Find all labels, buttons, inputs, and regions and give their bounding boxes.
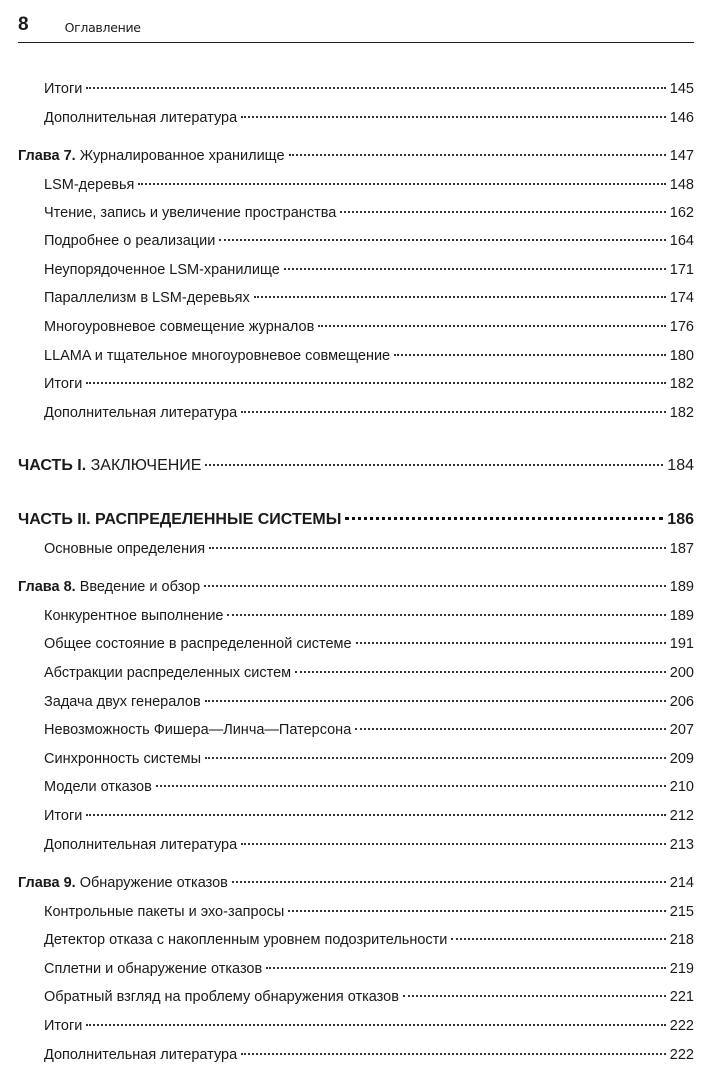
toc-entry-page: 207 bbox=[669, 722, 694, 738]
toc-entry-text: ЗАКЛЮЧЕНИЕ bbox=[86, 457, 202, 474]
dot-leader bbox=[394, 353, 666, 356]
toc-entry bbox=[18, 661, 694, 685]
dot-leader bbox=[241, 842, 666, 845]
toc-entry bbox=[18, 604, 694, 628]
toc-entry-title bbox=[44, 833, 237, 857]
toc-entry-text: Многоуровневое совмещение журналов bbox=[44, 319, 315, 335]
toc-entry-title bbox=[44, 928, 447, 952]
toc-entry-title bbox=[44, 1014, 82, 1038]
dot-leader bbox=[451, 937, 665, 940]
dot-leader bbox=[86, 86, 665, 89]
toc-entry-title bbox=[18, 454, 201, 478]
toc-entry-page: 222 bbox=[669, 1047, 694, 1063]
dot-leader bbox=[86, 813, 665, 816]
toc-entry-prefix: Глава 8. bbox=[18, 579, 76, 595]
toc-entry-page: 189 bbox=[669, 579, 694, 595]
toc-entry-text: Модели отказов bbox=[44, 779, 152, 795]
toc-entry bbox=[18, 833, 694, 857]
toc-entry-text: Обратный взгляд на проблему обнаружения отказов bbox=[44, 989, 399, 1005]
toc-entry-title bbox=[44, 661, 291, 685]
toc-entry-text: Дополнительная литература bbox=[44, 1047, 238, 1063]
toc-entry bbox=[18, 258, 694, 282]
toc-entry-text: Дополнительная литература bbox=[44, 110, 238, 126]
toc-entry-text: Итоги bbox=[44, 376, 83, 392]
toc-entry-text: Дополнительная литература bbox=[44, 837, 238, 853]
toc-entry bbox=[18, 575, 694, 599]
toc-entry-title bbox=[44, 747, 201, 771]
toc-entry-text: Обнаружение отказов bbox=[75, 875, 228, 891]
toc-entry-page: 210 bbox=[669, 779, 694, 795]
dot-leader bbox=[86, 381, 665, 384]
toc-entry-page: 222 bbox=[669, 1018, 694, 1034]
toc-entry bbox=[18, 173, 694, 197]
dot-leader bbox=[284, 267, 666, 270]
toc-entry-text: Контрольные пакеты и эхо-запросы bbox=[44, 904, 285, 920]
toc-entry-text: Детектор отказа с накопленным уровнем подозрительности bbox=[44, 932, 448, 948]
dot-leader bbox=[241, 410, 666, 413]
toc-entry bbox=[18, 747, 694, 771]
dot-leader bbox=[205, 699, 666, 702]
page-header bbox=[18, 10, 694, 43]
toc-entry-title bbox=[18, 575, 200, 599]
dot-leader bbox=[219, 238, 666, 241]
dot-leader bbox=[205, 756, 666, 759]
toc-entry-page: 174 bbox=[669, 290, 694, 306]
toc-entry bbox=[18, 537, 694, 561]
toc-entry bbox=[18, 315, 694, 339]
toc-entry-text: Общее состояние в распределенной системе bbox=[44, 636, 352, 652]
toc-entry bbox=[18, 286, 694, 310]
toc-entry bbox=[18, 401, 694, 425]
toc-entry-title bbox=[44, 804, 82, 828]
dot-leader bbox=[356, 641, 666, 644]
toc-entry-title bbox=[18, 508, 341, 532]
toc-entry-page: 180 bbox=[669, 348, 694, 364]
toc-entry bbox=[18, 144, 694, 168]
toc-entry-title bbox=[44, 315, 314, 339]
toc-entry bbox=[18, 344, 694, 368]
toc-entry-title bbox=[44, 775, 152, 799]
toc-entry-text: Чтение, запись и увеличение пространства bbox=[44, 205, 337, 221]
dot-leader bbox=[340, 210, 665, 213]
toc-entry-title bbox=[44, 229, 215, 253]
toc-entry-title bbox=[44, 258, 280, 282]
toc-entry bbox=[18, 871, 694, 895]
dot-leader bbox=[254, 295, 666, 298]
toc-entry-title bbox=[44, 77, 82, 101]
toc-entry-page: 146 bbox=[669, 110, 694, 126]
toc-entry-text: Основные определения bbox=[44, 541, 206, 557]
toc-entry-page: 186 bbox=[667, 511, 694, 528]
toc-entry-page: 191 bbox=[669, 636, 694, 652]
toc-entry-page: 148 bbox=[669, 177, 694, 193]
toc-entry bbox=[18, 229, 694, 253]
toc-entry bbox=[18, 985, 694, 1009]
toc-entry-page: 212 bbox=[669, 808, 694, 824]
toc-entry-title bbox=[44, 344, 390, 368]
toc-entry-page: 206 bbox=[669, 694, 694, 710]
toc-entry-page: 184 bbox=[667, 457, 694, 474]
toc-entry-title bbox=[44, 401, 237, 425]
toc-entry-text: Неупорядоченное LSM-хранилище bbox=[44, 262, 280, 278]
dot-leader bbox=[289, 153, 666, 156]
toc-entry-title bbox=[44, 718, 351, 742]
dot-leader bbox=[204, 584, 666, 587]
dot-leader bbox=[86, 1023, 665, 1026]
toc-entry-text: LSM-деревья bbox=[44, 177, 135, 193]
toc-entry-page: 209 bbox=[669, 751, 694, 767]
toc-entry-title bbox=[44, 1043, 237, 1067]
toc-entry-text: Сплетни и обнаружение отказов bbox=[44, 961, 263, 977]
dot-leader bbox=[241, 1052, 666, 1055]
toc-entry-page: 147 bbox=[669, 148, 694, 164]
toc-entry-page: 182 bbox=[669, 405, 694, 421]
toc-entry-title bbox=[44, 900, 284, 924]
toc-entry-text: Конкурентное выполнение bbox=[44, 608, 224, 624]
dot-leader bbox=[232, 880, 666, 883]
toc-entry-page: 200 bbox=[669, 665, 694, 681]
toc-entry-prefix: Глава 9. bbox=[18, 875, 76, 891]
toc-entry-title bbox=[44, 604, 223, 628]
toc-entry-text: Введение и обзор bbox=[75, 579, 201, 595]
toc-entry-page: 162 bbox=[669, 205, 694, 221]
toc-entry bbox=[18, 77, 694, 101]
toc-entry bbox=[18, 804, 694, 828]
dot-leader bbox=[355, 727, 666, 730]
toc-entry bbox=[18, 718, 694, 742]
toc-entry-text: Подробнее о реализации bbox=[44, 233, 216, 249]
dot-leader bbox=[345, 516, 663, 520]
toc-entry bbox=[18, 928, 694, 952]
toc-entry-text: Итоги bbox=[44, 81, 83, 97]
toc-entry-page: 171 bbox=[669, 262, 694, 278]
dot-leader bbox=[205, 463, 663, 466]
toc-entry-prefix: Глава 7. bbox=[18, 148, 76, 164]
toc-entry-page: 189 bbox=[669, 608, 694, 624]
page-number: 8 bbox=[18, 14, 29, 35]
toc-entry-prefix: ЧАСТЬ I. bbox=[18, 457, 87, 474]
toc-entry-title bbox=[44, 173, 134, 197]
toc-entry-text: Дополнительная литература bbox=[44, 405, 238, 421]
toc-entry-page: 218 bbox=[669, 932, 694, 948]
toc-entry bbox=[18, 106, 694, 130]
toc-entry-title bbox=[44, 537, 205, 561]
toc-entry-title bbox=[18, 144, 285, 168]
dot-leader bbox=[156, 784, 666, 787]
toc-entry-text: Итоги bbox=[44, 1018, 83, 1034]
toc-entry-text: Журналированное хранилище bbox=[75, 148, 285, 164]
toc-entry-page: 187 bbox=[669, 541, 694, 557]
toc-entry bbox=[18, 957, 694, 981]
toc-entry-title bbox=[44, 372, 82, 396]
dot-leader bbox=[241, 115, 666, 118]
toc-entry-page: 213 bbox=[669, 837, 694, 853]
dot-leader bbox=[266, 966, 666, 969]
toc-entry-text: Невозможность Фишера—Линча—Патерсона bbox=[44, 722, 352, 738]
toc-entry bbox=[18, 632, 694, 656]
toc-entry-title bbox=[44, 201, 336, 225]
toc-entry bbox=[18, 1014, 694, 1038]
dot-leader bbox=[318, 324, 666, 327]
toc-entry-text: Итоги bbox=[44, 808, 83, 824]
toc-entry-page: 221 bbox=[669, 989, 694, 1005]
toc-entry-title bbox=[44, 985, 399, 1009]
toc-entry bbox=[18, 508, 694, 532]
toc-entry-title bbox=[44, 632, 352, 656]
toc-entry-title bbox=[18, 871, 228, 895]
toc-entry-text: Задача двух генералов bbox=[44, 694, 201, 710]
toc-entry-title bbox=[44, 286, 250, 310]
dot-leader bbox=[403, 994, 666, 997]
running-title: Оглавление bbox=[64, 20, 141, 35]
toc-entry-page: 145 bbox=[669, 81, 694, 97]
dot-leader bbox=[138, 182, 665, 185]
toc-entry bbox=[18, 690, 694, 714]
toc-entry bbox=[18, 201, 694, 225]
toc-entry-prefix: ЧАСТЬ II. РАСПРЕДЕЛЕННЫЕ СИСТЕМЫ bbox=[18, 511, 342, 528]
toc-entry bbox=[18, 775, 694, 799]
toc-entry bbox=[18, 454, 694, 478]
toc-entry-title bbox=[44, 957, 262, 981]
toc-entry-page: 215 bbox=[669, 904, 694, 920]
toc-entry-text: LLAMA и тщательное многоуровневое совмещение bbox=[44, 348, 391, 364]
toc-entry-text: Параллелизм в LSM-деревьях bbox=[44, 290, 250, 306]
toc-entry bbox=[18, 900, 694, 924]
toc-entry-page: 219 bbox=[669, 961, 694, 977]
dot-leader bbox=[209, 546, 666, 549]
toc-entry-page: 176 bbox=[669, 319, 694, 335]
dot-leader bbox=[288, 909, 665, 912]
toc-entry-page: 214 bbox=[669, 875, 694, 891]
toc-entry bbox=[18, 372, 694, 396]
toc-entry-text: Абстракции распределенных систем bbox=[44, 665, 292, 681]
toc-entry-text: Синхронность системы bbox=[44, 751, 202, 767]
toc-entry-title bbox=[44, 106, 237, 130]
toc-entry-page: 164 bbox=[669, 233, 694, 249]
dot-leader bbox=[227, 613, 665, 616]
toc-entry-page: 182 bbox=[669, 376, 694, 392]
dot-leader bbox=[295, 670, 666, 673]
toc-entry-title bbox=[44, 690, 201, 714]
toc-entry bbox=[18, 1043, 694, 1067]
